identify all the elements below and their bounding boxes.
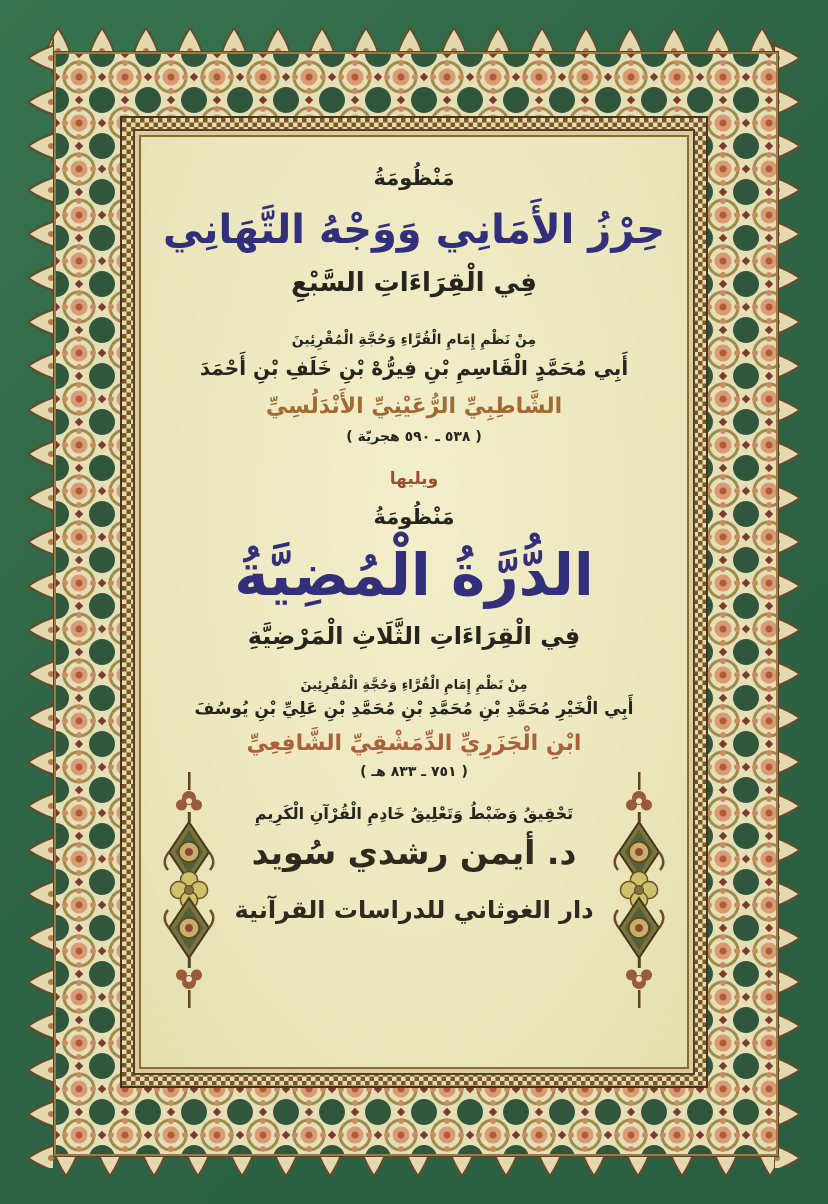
pendant-ornament-icon [158, 772, 220, 1008]
manzuma-label-2: مَنْظُومَةُ [373, 505, 455, 529]
editor-role: تَحْقِيقُ وَضَبْطُ وَتَعْلِيقُ خَادِمِ الْقُرْآنِ الْكَرِيمِ [254, 803, 574, 823]
shatibiyya-author-nisba: الشَّاطِبِيِّ الرُّعَيْنِيِّ الأَنْدَلُسِيِّ [265, 394, 563, 419]
border-crest-right [774, 36, 804, 1168]
durra-author-name: أَبِي الْخَيْرِ مُحَمَّدِ بْنِ مُحَمَّدِ بْنِ مُحَمَّدِ بْنِ عَلِيِّ بْنِ يُوسُفَ [194, 698, 634, 719]
connector-wayliha: ويليها [389, 469, 439, 489]
cover-text [150, 146, 678, 1058]
durra-author-intro: مِنْ نَظْمِ إِمَامِ الْقُرَّاءِ وَحُجَّةِ الْمُقْرِئِينَ [300, 677, 528, 693]
shatibiyya-author-name: أَبِي مُحَمَّدٍ الْقَاسِمِ بْنِ فِيرُّهْ بْنِ خَلَفِ بْنِ أَحْمَدَ [199, 356, 629, 380]
durra-title: الدُّرَّةُ الْمُضِيَّةُ [234, 541, 594, 609]
pendant-ornament-icon [608, 772, 670, 1008]
manzuma-label-1: مَنْظُومَةُ [373, 166, 455, 190]
shatibiyya-author-intro: مِنْ نَظْمِ إِمَامِ الْقُرَّاءِ وَحُجَّةِ الْمُقْرِئِينَ [291, 332, 537, 348]
border-crest-left [24, 36, 54, 1168]
shatibiyya-title: حِرْزُ الأَمَانِي وَوَجْهُ التَّهَانِي [162, 207, 666, 253]
publisher-name: دار الغوثاني للدراسات القرآنية [234, 895, 594, 924]
editor-name: د. أيمن رشدي سُويد [251, 832, 577, 872]
durra-author-nisba: ابْنِ الْجَزَرِيِّ الدِّمَشْقِيِّ الشَّافِعِيِّ [246, 730, 582, 756]
shatibiyya-dates: ( ٥٣٨ ـ ٥٩٠ هجريّة ) [346, 429, 482, 445]
shatibiyya-subtitle: فِي الْقِرَاءَاتِ السَّبْعِ [291, 268, 537, 298]
durra-subtitle: فِي الْقِرَاءَاتِ الثَّلَاثِ الْمَرْضِيَّةِ [247, 621, 581, 650]
border-crest-top [36, 24, 792, 54]
durra-dates: ( ٧٥١ ـ ٨٣٣ هـ ) [360, 763, 468, 780]
